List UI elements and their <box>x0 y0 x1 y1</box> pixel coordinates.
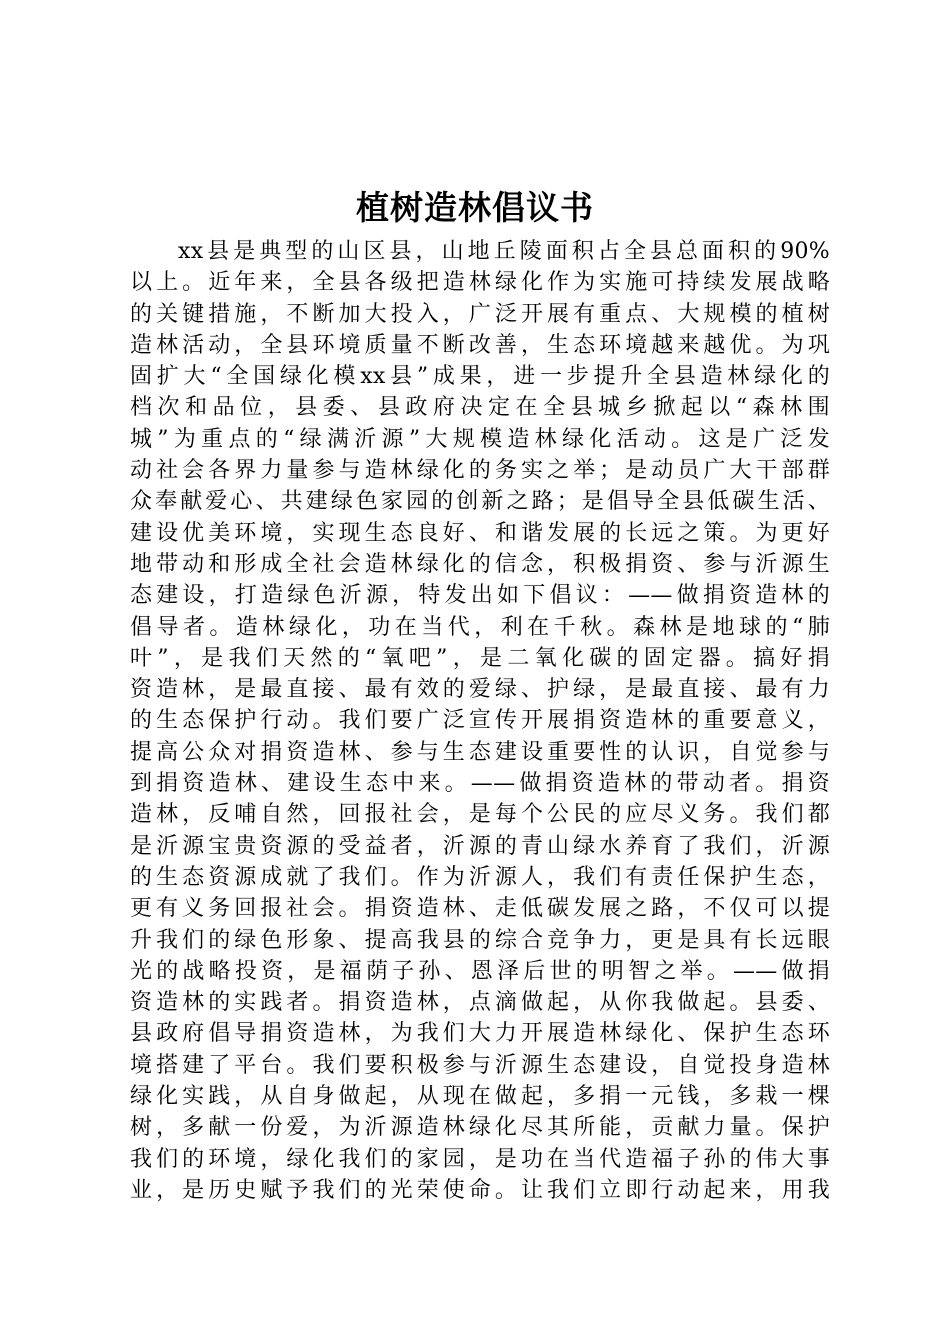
paragraph-line: 的生态资源成就了我们。作为沂源人，我们有责任保护生态， <box>130 864 830 890</box>
paragraph-line: 县政府倡导捐资造林，为我们大力开展造林绿化、保护生态环 <box>130 1021 830 1047</box>
paragraph-line: 造林活动，全县环境质量不断改善，生态环境越来越优。为巩 <box>130 332 830 358</box>
paragraph-line: 建设优美环境，实现生态良好、和谐发展的长远之策。为更好 <box>130 520 830 546</box>
paragraph-line: 我们的环境，绿化我们的家园，是功在当代造福子孙的伟大事 <box>130 1146 830 1172</box>
paragraph-line: 态建设，打造绿色沂源，特发出如下倡议：——做捐资造林的 <box>130 583 830 609</box>
paragraph-line: 地带动和形成全社会造林绿化的信念，积极捐资、参与沂源生 <box>130 551 830 577</box>
paragraph-line: 动社会各界力量参与造林绿化的务实之举；是动员广大干部群 <box>130 458 830 484</box>
paragraph-line: 以上。近年来，全县各级把造林绿化作为实施可持续发展战略 <box>130 270 830 296</box>
paragraph-line: 更有义务回报社会。捐资造林、走低碳发展之路，不仅可以提 <box>130 896 830 922</box>
document-body <box>130 236 830 1206</box>
paragraph-line: 资造林的实践者。捐资造林，点滴做起，从你我做起。县委、 <box>130 990 830 1016</box>
paragraph-line: 境搭建了平台。我们要积极参与沂源生态建设，自觉投身造林 <box>130 1052 830 1078</box>
paragraph-line: 资造林，是最直接、最有效的爱绿、护绿，是最直接、最有力 <box>130 677 830 703</box>
paragraph-line: 到捐资造林、建设生态中来。——做捐资造林的带动者。捐资 <box>130 771 830 797</box>
paragraph-line: 城”为重点的“绿满沂源”大规模造林绿化活动。这是广泛发 <box>130 426 830 452</box>
paragraph-line: 造林，反哺自然，回报社会，是每个公民的应尽义务。我们都 <box>130 802 830 828</box>
paragraph-line: 升我们的绿色形象、提高我县的综合竞争力，更是具有长远眼 <box>130 927 830 953</box>
paragraph-line: 树，多献一份爱，为沂源造林绿化尽其所能，贡献力量。保护 <box>130 1115 830 1141</box>
paragraph-line: 绿化实践，从自身做起，从现在做起，多捐一元钱，多栽一棵 <box>130 1084 830 1110</box>
paragraph-line: 的关键措施，不断加大投入，广泛开展有重点、大规模的植树 <box>130 301 830 327</box>
paragraph-line: xx县是典型的山区县，山地丘陵面积占全县总面积的90% <box>178 239 830 264</box>
paragraph-line: 固扩大“全国绿化模xx县”成果，进一步提升全县造林绿化的 <box>130 364 830 390</box>
paragraph-line: 倡导者。造林绿化，功在当代，利在千秋。森林是地球的“肺 <box>130 614 830 640</box>
paragraph-line: 的生态保护行动。我们要广泛宣传开展捐资造林的重要意义， <box>130 708 830 734</box>
paragraph-line: 光的战略投资，是福荫子孙、恩泽后世的明智之举。——做捐 <box>130 958 830 984</box>
paragraph-line: 叶”，是我们天然的“氧吧”，是二氧化碳的固定器。搞好捐 <box>130 645 830 671</box>
paragraph-line: 提高公众对捐资造林、参与生态建设重要性的认识，自觉参与 <box>130 739 830 765</box>
paragraph-line: 档次和品位，县委、县政府决定在全县城乡掀起以“森林围 <box>130 395 830 421</box>
document-title: 植树造林倡议书 <box>356 188 594 227</box>
paragraph-line: 众奉献爱心、共建绿色家园的创新之路；是倡导全县低碳生活、 <box>130 489 830 515</box>
paragraph-line: 是沂源宝贵资源的受益者，沂源的青山绿水养育了我们，沂源 <box>130 833 830 859</box>
paragraph-line: 业，是历史赋予我们的光荣使命。让我们立即行动起来，用我 <box>130 1177 830 1203</box>
